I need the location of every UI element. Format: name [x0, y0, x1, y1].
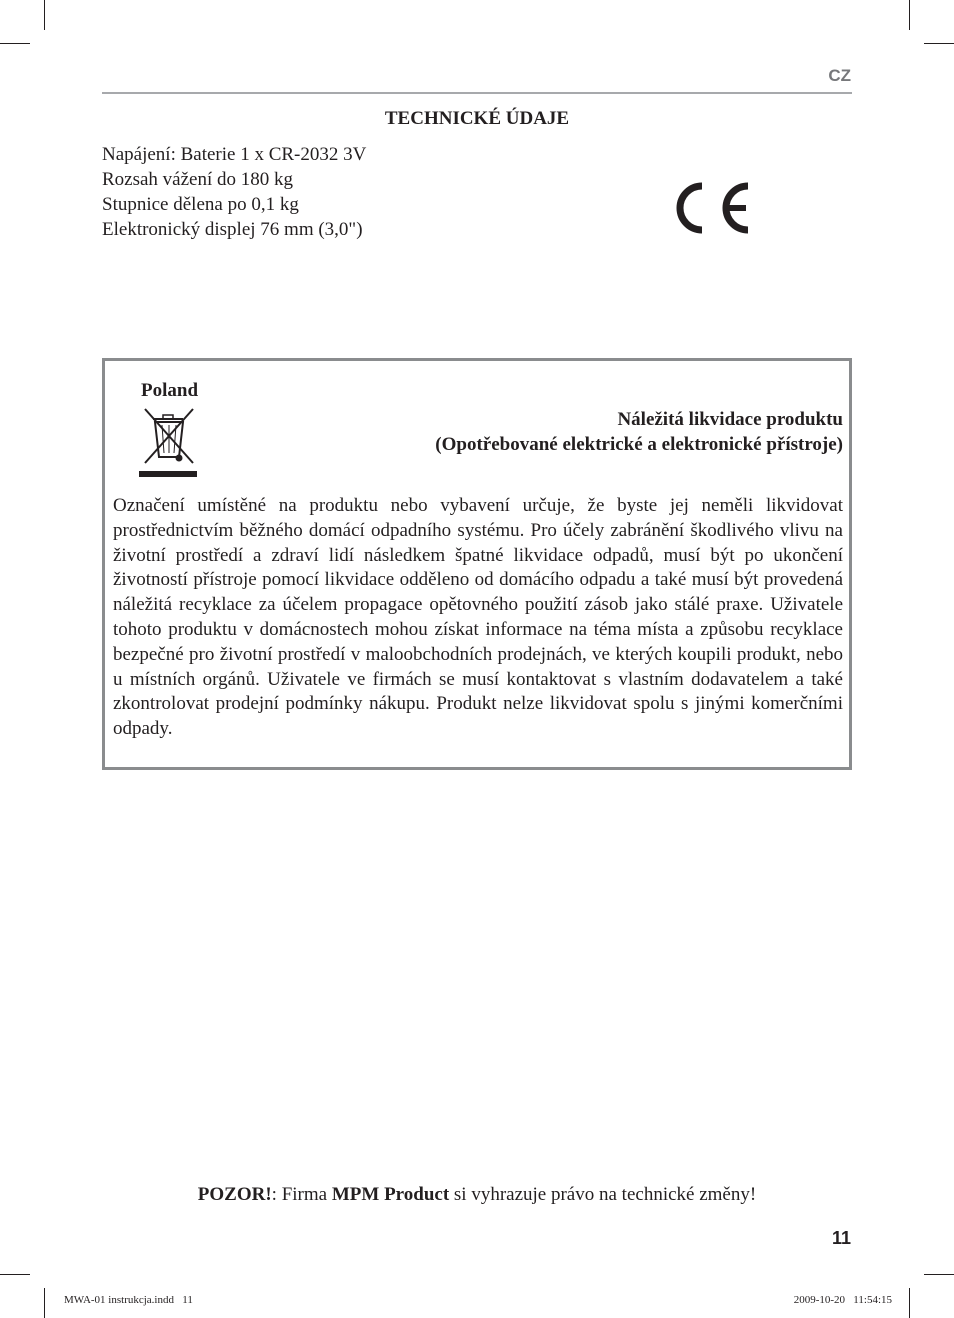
page-number: 11 [831, 1228, 851, 1248]
crop-mark [0, 1274, 30, 1275]
notice-company: MPM Product [331, 1184, 450, 1205]
heading-line: Náležitá likvidace produktu [617, 409, 843, 430]
crop-mark [909, 0, 910, 30]
spec-list [102, 142, 366, 242]
notice [102, 1184, 852, 1206]
date-slug: 2009-10-20 11:54:15 [793, 1294, 892, 1306]
crossed-out-wheelie-bin-icon [139, 405, 199, 479]
notice-text: : Firma [271, 1184, 332, 1205]
country-label: Poland [141, 380, 199, 401]
notice-warning: POZOR! [197, 1184, 272, 1205]
crop-mark [44, 1288, 45, 1318]
file-slug: MWA-01 instrukcja.indd 11 [64, 1294, 193, 1306]
crop-mark [0, 43, 30, 44]
heading-line: (Opotřebované elektrické a elektronické přístroje) [435, 434, 843, 455]
ce-mark-icon [668, 178, 754, 238]
spec-line: Elektronický displej 76 mm (3,0") [102, 219, 363, 240]
disposal-body: Označení umístěné na produktu nebo vybavení určuje, že byste jej neměli likvidovat prostřednictvím běžného domácí odpadního systému. Pro účely zabránění škodlivého vlivu na životní prostředí a zdraví lidí následkem špatné likvidace odpadů, musí být po ukončení životností přístroje pomocí likvidace odděleno od domácího odpadu a také musí být provedená náležitá recyklace za účelem propagace opětovného použití zásob jako stálé praxe. Uživatele tohoto produktu v domácnostech mohou získat informace na téma místa a způsobu recyklace bezpečné pro životní prostředí v maloobchodních prodejnách, ve kterých koupili produkt, nebo u místních orgánů. Uživatele ve firmách se musí kontaktovat s vlastním dodavatelem a také zkontrolovat prodejní podmínky nákupu. Produkt nelze likvidovat spolu s jinými komerčními odpady. [113, 495, 843, 740]
crop-mark [924, 1274, 954, 1275]
spec-line: Napájení: Baterie 1 x CR-2032 3V [102, 144, 367, 165]
disposal-box [102, 358, 852, 770]
language-code: CZ [828, 66, 851, 85]
header-rule [102, 92, 852, 94]
disposal-heading [435, 407, 843, 457]
crop-mark [909, 1288, 910, 1318]
crop-mark [44, 0, 45, 30]
crop-mark [924, 43, 954, 44]
section-title: TECHNICKÉ ÚDAJE [384, 108, 570, 129]
spec-line: Rozsah vážení do 180 kg [102, 169, 294, 190]
spec-line: Stupnice dělena po 0,1 kg [102, 194, 299, 215]
notice-text: si vyhrazuje právo na technické změny! [449, 1184, 757, 1205]
